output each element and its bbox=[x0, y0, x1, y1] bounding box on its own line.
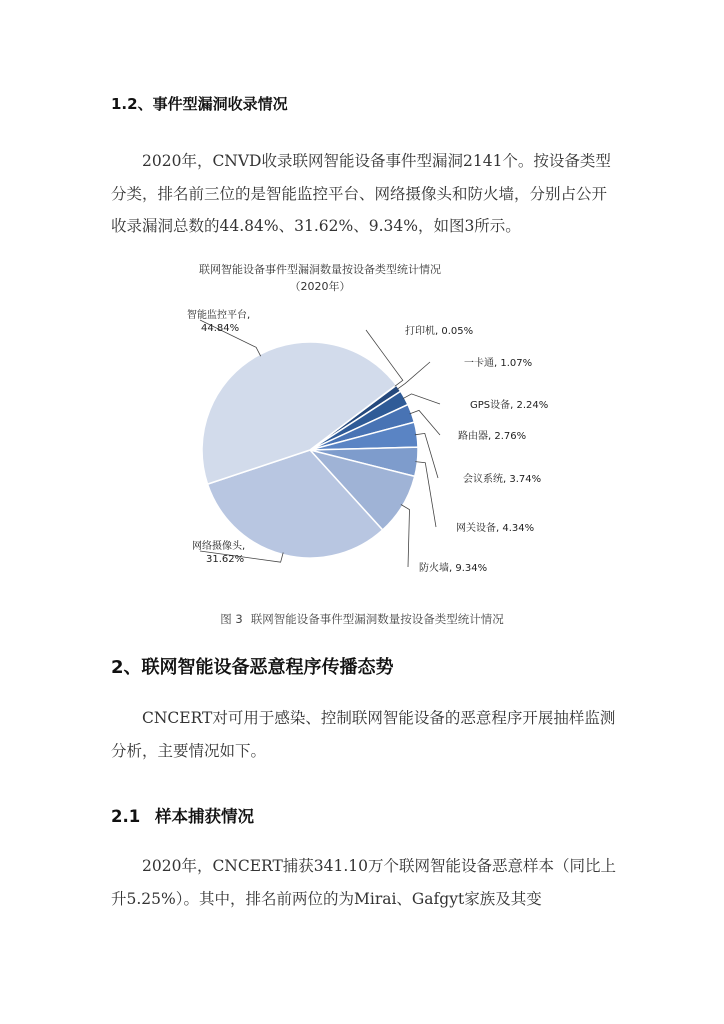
slice-label: 网关设备, 4.34% bbox=[456, 523, 535, 534]
section-2-heading: 2、联网智能设备恶意程序传播态势 bbox=[111, 657, 394, 678]
slice-label: 路由器, 2.76% bbox=[458, 431, 527, 442]
slice-label-name: 网络摄像头, bbox=[192, 541, 246, 552]
pie-slices bbox=[202, 342, 418, 558]
figure-number: 图 3 bbox=[220, 612, 243, 626]
leader-line bbox=[415, 462, 436, 527]
slice-label: 一卡通, 1.07% bbox=[464, 358, 533, 369]
section-title: 样本捕获情况 bbox=[155, 807, 254, 826]
device-vulnerability-pie-chart bbox=[140, 258, 590, 588]
chart-title: 联网智能设备事件型漏洞数量按设备类型统计情况 bbox=[199, 263, 441, 276]
paragraph-text: 2020年，CNVD收录联网智能设备事件型漏洞2141个。按设备类型分类，排名前三位的是智能监控平台、网络摄像头和防火墙，分别占公开收录漏洞总数的44.84%、31.62%、9.34%，如图3所示。 bbox=[111, 152, 611, 235]
figure-caption-text: 联网智能设备事件型漏洞数量按设备类型统计情况 bbox=[250, 612, 504, 626]
chart-subtitle: （2020年） bbox=[289, 280, 351, 293]
slice-label bbox=[192, 539, 245, 565]
slice-label: 打印机, 0.05% bbox=[405, 326, 474, 337]
figure-caption bbox=[0, 611, 724, 627]
leader-line bbox=[401, 505, 410, 568]
slice-label-name: 智能监控平台, bbox=[187, 310, 251, 321]
slice-label bbox=[187, 308, 250, 334]
paragraph-text: 2020年，CNCERT捕获341.10万个联网智能设备恶意样本（同比上升5.25%）。其中，排名前两位的为Mirai、Gafgyt家族及其变 bbox=[111, 857, 617, 908]
paragraph-text: CNCERT对可用于感染、控制联网智能设备的恶意程序开展抽样监测分析，主要情况如下。 bbox=[111, 709, 616, 760]
slice-label: GPS设备, 2.24% bbox=[470, 400, 549, 411]
slice-label: 防火墙, 9.34% bbox=[419, 563, 488, 574]
paragraph-malware-monitoring bbox=[111, 702, 616, 767]
leader-line bbox=[403, 394, 440, 404]
slice-label-value: 44.84% bbox=[201, 323, 240, 334]
leader-line bbox=[397, 362, 430, 389]
slice-label: 会议系统, 3.74% bbox=[463, 474, 542, 485]
section-number: 2.1 bbox=[111, 807, 141, 826]
section-1-2-heading: 1.2、事件型漏洞收录情况 bbox=[111, 95, 288, 113]
slice-label-value: 31.62% bbox=[206, 554, 245, 565]
paragraph-cnvd-vulnerabilities bbox=[111, 145, 616, 243]
section-2-1-heading bbox=[111, 803, 254, 827]
paragraph-sample-capture bbox=[111, 850, 616, 915]
